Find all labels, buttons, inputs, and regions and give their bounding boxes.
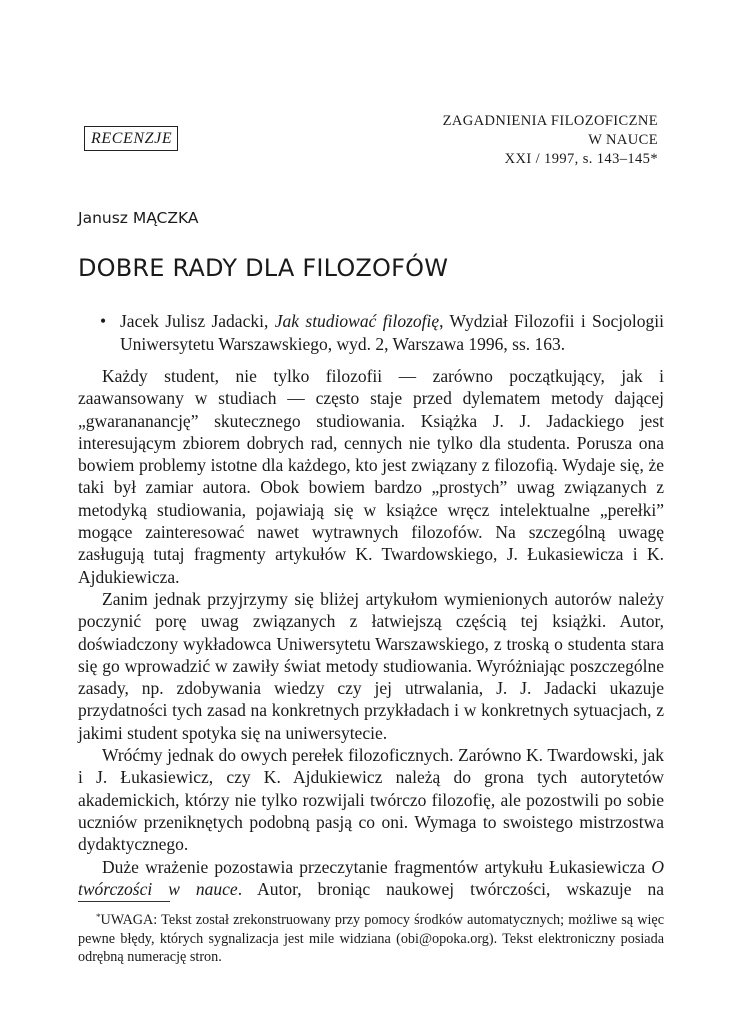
journal-name: ZAGADNIENIA FILOZOFICZNE xyxy=(442,113,658,129)
paragraph-2: Zanim jednak przyjrzymy się bliżej artykułom wymienionych autorów należy poczynić porę uwag związanych z łatwiejszą częścią tej książki. Autor, doświadczony wykładowca Uniwersytetu Warszawskiego, z troską o studenta stara się go wprowadzić w zawiły świat metody studiowania. Wyróżniając poszczególne zasady, np. zdobywania wiedzy czy jej utrwalania, J. J. Jadacki ukazuje przydatności tych zasad na konkretnych przykładach i w konkretnych sytuacjach, z jakimi student spotyka się na uniwersytecie. xyxy=(78,588,664,743)
paragraph-1: Każdy student, nie tylko filozofii — zarówno początkujący, jak i zaawansowany w studiach — często staje przed dylematem metody dającej „gwarananancję” skutecznego studiowania. Książka J. J. Jadackiego jest interesującym zbiorem dobrych rad, cennych nie tylko dla studenta. Porusza ona bowiem problemy istotne dla każdego, kto jest związany z filozofią. Wydaje się, że taki był zamiar autora. Obok bowiem bardzo „prostych” uwag związanych z metodyką studiowania, pojawiają się w książce wręcz intelektualne „perełki” mogące zainteresować nawet wytrawnych filozofów. Na szczególną uwagę zasługują tutaj fragmenty artykułów K. Twardowskiego, J. Łukasiewicza i K. Ajdukiewicza. xyxy=(78,366,664,587)
bibliography-details: , Wydział Filozofii i Socjologii Uniwersytetu Warszawskiego, wyd. 2, Warszawa 1996, ss. 163. xyxy=(120,311,665,354)
paragraph-4-before: Duże wrażenie pozostawia przeczytanie fragmentów artykułu Łukasiewicza xyxy=(102,856,652,877)
article-body xyxy=(78,365,664,900)
section-label: RECENZJE xyxy=(84,126,178,151)
cited-article-title: O twórczości w nauce xyxy=(78,856,664,899)
bibliography-book-title: Jak studiować filozofię xyxy=(274,311,440,331)
journal-volume-pages: XXI / 1997, s. 143–145* xyxy=(504,151,658,167)
footnote-marker: * xyxy=(96,912,101,922)
footnote xyxy=(78,908,664,967)
article-title: DOBRE RADY DLA FILOZOFÓW xyxy=(78,254,449,282)
bibliography-author: Jacek Julisz Jadacki, xyxy=(120,311,275,331)
bibliography-entry xyxy=(100,310,664,355)
paragraph-3: Wróćmy jednak do owych perełek filozoficznych. Zarówno K. Twardowski, jak i J. Łukasiewicz, czy K. Ajdukiewicz należą do grona tych autorytetów akademickich, którzy nie tylko rozwijali twórczo filozofię, ale pozostwili po sobie uczniów przeniknętych podobną pasją co oni. Wymaga to swoistego mistrzostwa dydaktycznego. xyxy=(78,745,664,855)
article-author: Janusz MĄCZKA xyxy=(78,209,199,227)
paragraph-4-after: . Autor, broniąc naukowej twórczości, wskazuje na xyxy=(237,878,665,899)
footnote-text: UWAGA: Tekst został zrekonstruowany przy pomocy środków automatycznych; możliwe są więc pewne błędy, których sygnalizacja jest mile widziana (obi@opoka.org). Tekst elektroniczny posiada odrębną numerację stron. xyxy=(78,912,664,965)
footnote-divider xyxy=(78,901,170,902)
journal-info xyxy=(443,112,658,169)
bibliography-text xyxy=(120,310,664,355)
bullet-icon: • xyxy=(100,311,107,331)
journal-subtitle: W NAUCE xyxy=(588,132,658,148)
paragraph-4 xyxy=(78,856,664,901)
